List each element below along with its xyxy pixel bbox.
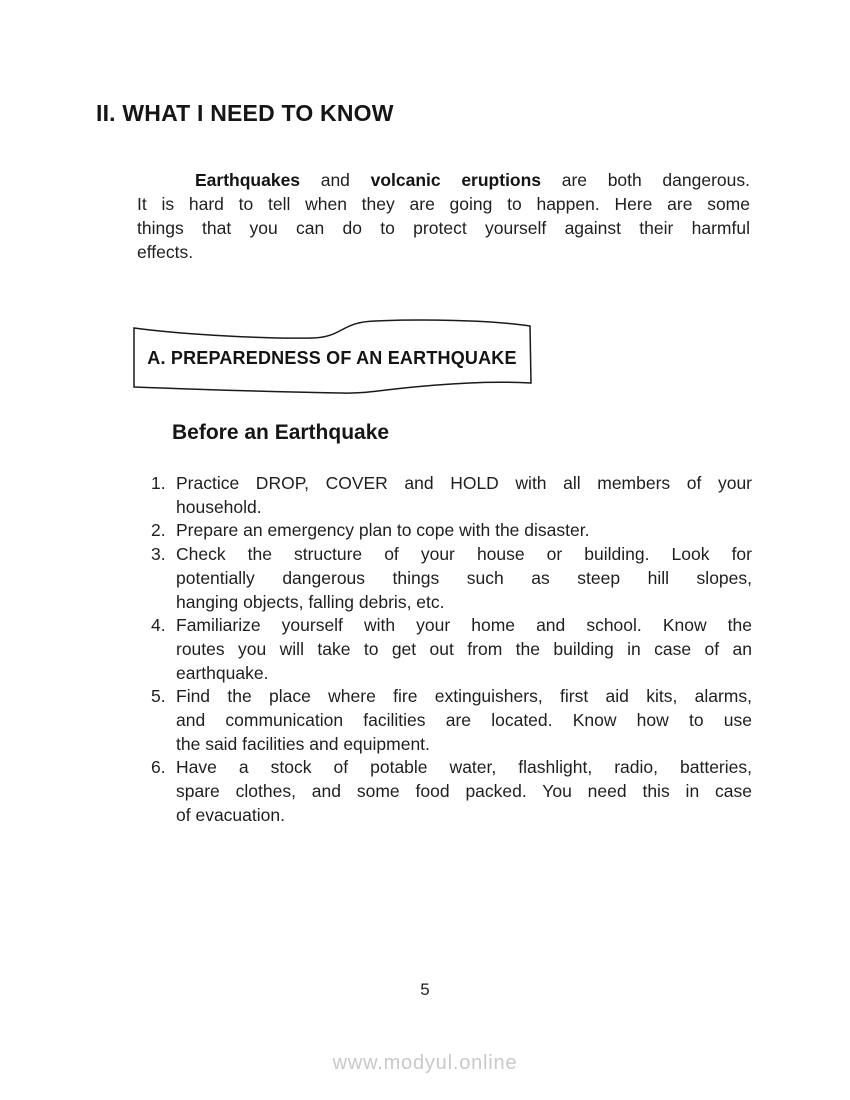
page-title: II. WHAT I NEED TO KNOW xyxy=(96,100,394,126)
list-item-line: earthquake. xyxy=(176,662,269,683)
bold-term-earthquakes: Earthquakes xyxy=(195,170,301,190)
intro-paragraph xyxy=(137,168,750,264)
list-item-line: of evacuation. xyxy=(176,804,285,825)
list-item-line: hanging objects, falling debris, etc. xyxy=(176,591,445,612)
page-number: 5 xyxy=(420,980,430,999)
list-item-number: 2. xyxy=(151,520,166,541)
intro-text: are both dangerous. xyxy=(541,170,750,190)
watermark: www.modyul.online xyxy=(332,1052,518,1074)
list-item-line: Prepare an emergency plan to cope with the disaster. xyxy=(176,520,590,541)
list-item xyxy=(151,756,752,827)
list-item-number: 5. xyxy=(151,686,166,707)
list-item-line: Find the place where fire extinguishers, first aid kits, alarms, xyxy=(176,686,752,707)
intro-line-1 xyxy=(137,168,750,192)
list-item-number: 1. xyxy=(151,473,166,493)
intro-text: and xyxy=(300,170,371,190)
intro-line-2: It is hard to tell when they are going to happen. Here are some xyxy=(137,194,750,214)
list-item-number: 4. xyxy=(151,615,166,636)
list-item-text xyxy=(176,614,752,685)
list-item-line: routes you will take to get out from the building in case of an xyxy=(176,638,752,659)
list-item xyxy=(151,519,752,543)
list-item-line: spare clothes, and some food packed. You need this in case xyxy=(176,781,752,802)
bold-term-volcanic-eruptions: volcanic eruptions xyxy=(370,170,542,190)
list-item xyxy=(151,685,752,756)
section-banner xyxy=(131,317,533,397)
list-item-text xyxy=(176,472,752,519)
list-item xyxy=(151,543,752,614)
section-banner-label: A. PREPAREDNESS OF AN EARTHQUAKE xyxy=(147,348,517,368)
list-item-line: Familiarize yourself with your home and school. Know the xyxy=(176,615,752,636)
list-item-number: 3. xyxy=(151,544,166,565)
list-item xyxy=(151,472,752,519)
list-item-line: Check the structure of your house or building. Look for xyxy=(176,544,752,565)
list-item-text xyxy=(176,543,752,614)
preparedness-list xyxy=(151,472,752,828)
list-item-line: and communication facilities are located. Know how to use xyxy=(176,710,752,731)
list-item-line: Practice DROP, COVER and HOLD with all members of your xyxy=(176,473,752,493)
list-item-text xyxy=(176,685,752,756)
list-item-text xyxy=(176,519,752,543)
list-item-line: the said facilities and equipment. xyxy=(176,733,430,754)
list-item-number: 6. xyxy=(151,757,166,778)
list-item-text xyxy=(176,756,752,827)
list-item-line: household. xyxy=(176,496,262,517)
intro-line-4: effects. xyxy=(137,242,194,262)
intro-line-3: things that you can do to protect yourself against their harmful xyxy=(137,218,750,238)
list-item-line: Have a stock of potable water, flashlight, radio, batteries, xyxy=(176,757,752,778)
list-item-line: potentially dangerous things such as steep hill slopes, xyxy=(176,567,752,588)
subsection-heading: Before an Earthquake xyxy=(172,421,390,444)
list-item xyxy=(151,614,752,685)
